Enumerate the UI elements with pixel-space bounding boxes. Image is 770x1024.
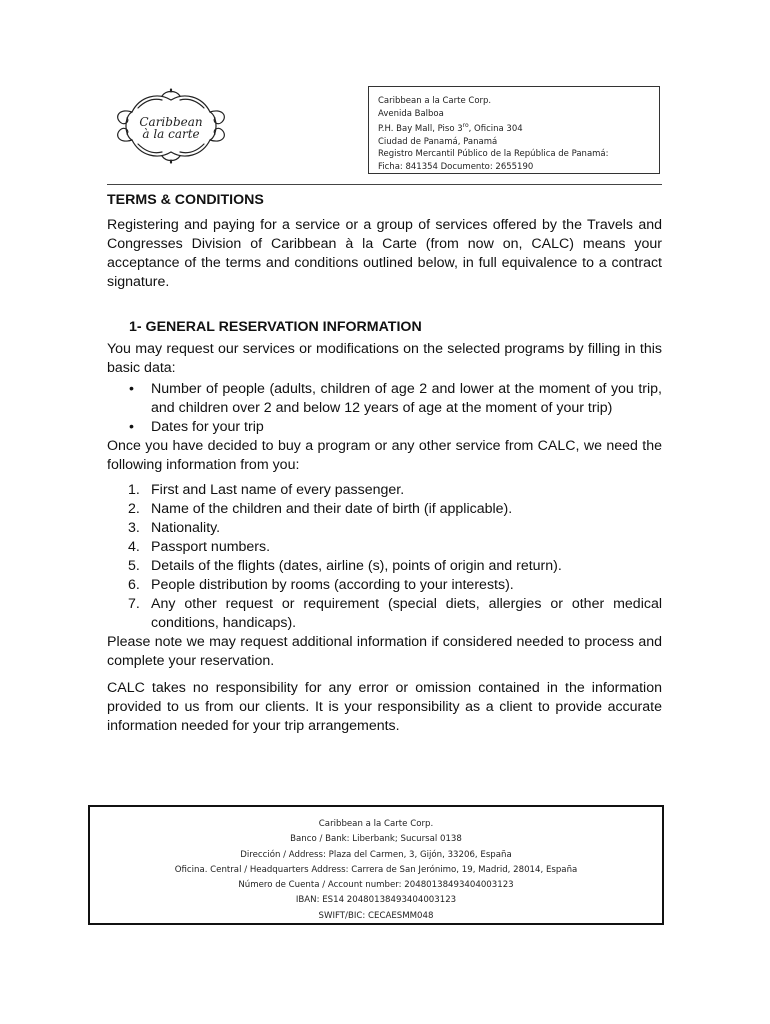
bank-company: Caribbean a la Carte Corp.	[318, 819, 434, 829]
bank-account: Número de Cuenta / Account number: 20480138493404003123	[238, 880, 514, 891]
address-office-post: , Oficina 304	[468, 124, 523, 135]
item-text: Nationality.	[151, 520, 221, 536]
document-body	[107, 191, 662, 736]
list-item	[107, 500, 662, 519]
terms-intro: Registering and paying for a service or a group of services offered by the Travels and Congresses Division of Caribbean à la Carte (from now on, CALC) means your acceptance of the terms and conditions outlined below, in full equivalence to a contract signature.	[107, 217, 662, 290]
list-item	[107, 538, 662, 557]
item-number: 2.	[128, 501, 140, 517]
bank-iban: IBAN: ES14 20480138493404003123	[295, 895, 457, 906]
list-item	[107, 519, 662, 538]
item-number: 5.	[128, 558, 140, 574]
bullet-text: Number of people (adults, children of age 2 and lower at the moment of you trip, and children over 2 and below 12 years of age at the moment of your trip)	[151, 381, 662, 416]
item-text: Any other request or requirement (special diets, allergies or other medical conditions, handicaps).	[151, 596, 662, 631]
item-number: 1.	[128, 482, 140, 498]
list-item	[107, 557, 662, 576]
company-address-box	[368, 86, 660, 174]
logo-text-line1: Caribbean	[139, 115, 203, 129]
item-number: 6.	[128, 577, 140, 593]
bullet-icon: •	[129, 381, 134, 397]
item-text: First and Last name of every passenger.	[151, 482, 405, 498]
bank-hq: Oficina. Central / Headquarters Address: Carrera de San Jerónimo, 19, Madrid, 28014, España	[174, 864, 578, 875]
item-text: Details of the flights (dates, airline (s), points of origin and return).	[151, 558, 562, 574]
item-text: People distribution by rooms (according to your interests).	[151, 577, 514, 593]
item-number: 7.	[128, 596, 140, 612]
address-office-sup: ro	[462, 122, 469, 130]
list-item	[107, 418, 662, 437]
list-item	[107, 576, 662, 595]
logo-text-line2: à la carte	[142, 127, 200, 141]
section-1-info-lead: Once you have decided to buy a program or any other service from CALC, we need the following information from you:	[107, 438, 662, 473]
item-number: 4.	[128, 539, 140, 555]
terms-title: TERMS & CONDITIONS	[107, 192, 264, 208]
required-info-list	[107, 481, 662, 633]
item-number: 3.	[128, 520, 140, 536]
address-office-pre: P.H. Bay Mall, Piso 3	[378, 124, 463, 135]
address-office	[378, 120, 659, 135]
bank-name: Banco / Bank: Liberbank; Sucursal 0138	[290, 834, 462, 845]
data-bullet-list	[107, 380, 662, 437]
item-text: Passport numbers.	[151, 539, 271, 555]
address-ficha: Ficha: 841354 Documento: 2655190	[378, 161, 534, 172]
bullet-icon: •	[129, 419, 134, 435]
section-1-lead: You may request our services or modifications on the selected programs by filling in this basic data:	[107, 341, 662, 376]
list-item	[107, 595, 662, 633]
section-1-responsibility: CALC takes no responsibility for any error or omission contained in the information provided to us from our clients. It is your responsibility as a client to provide accurate information needed for your trip arrangements.	[107, 680, 662, 734]
bullet-text: Dates for your trip	[151, 419, 264, 435]
bank-swift: SWIFT/BIC: CECAESMM048	[318, 910, 434, 921]
company-logo	[110, 86, 232, 166]
address-registry: Registro Mercantil Público de la República de Panamá:	[378, 149, 609, 160]
address-company: Caribbean a la Carte Corp.	[378, 96, 492, 106]
address-city: Ciudad de Panamá, Panamá	[378, 136, 498, 147]
address-street: Avenida Balboa	[378, 108, 444, 119]
bank-details-box	[88, 805, 664, 925]
item-text: Name of the children and their date of birth (if applicable).	[151, 501, 513, 517]
header-divider	[107, 184, 662, 185]
section-1-title: 1- GENERAL RESERVATION INFORMATION	[129, 319, 422, 335]
section-1-note: Please note we may request additional information if considered needed to process and complete your reservation.	[107, 634, 662, 669]
list-item	[107, 380, 662, 418]
bank-address: Dirección / Address: Plaza del Carmen, 3, Gijón, 33206, España	[240, 849, 512, 860]
list-item	[107, 481, 662, 500]
